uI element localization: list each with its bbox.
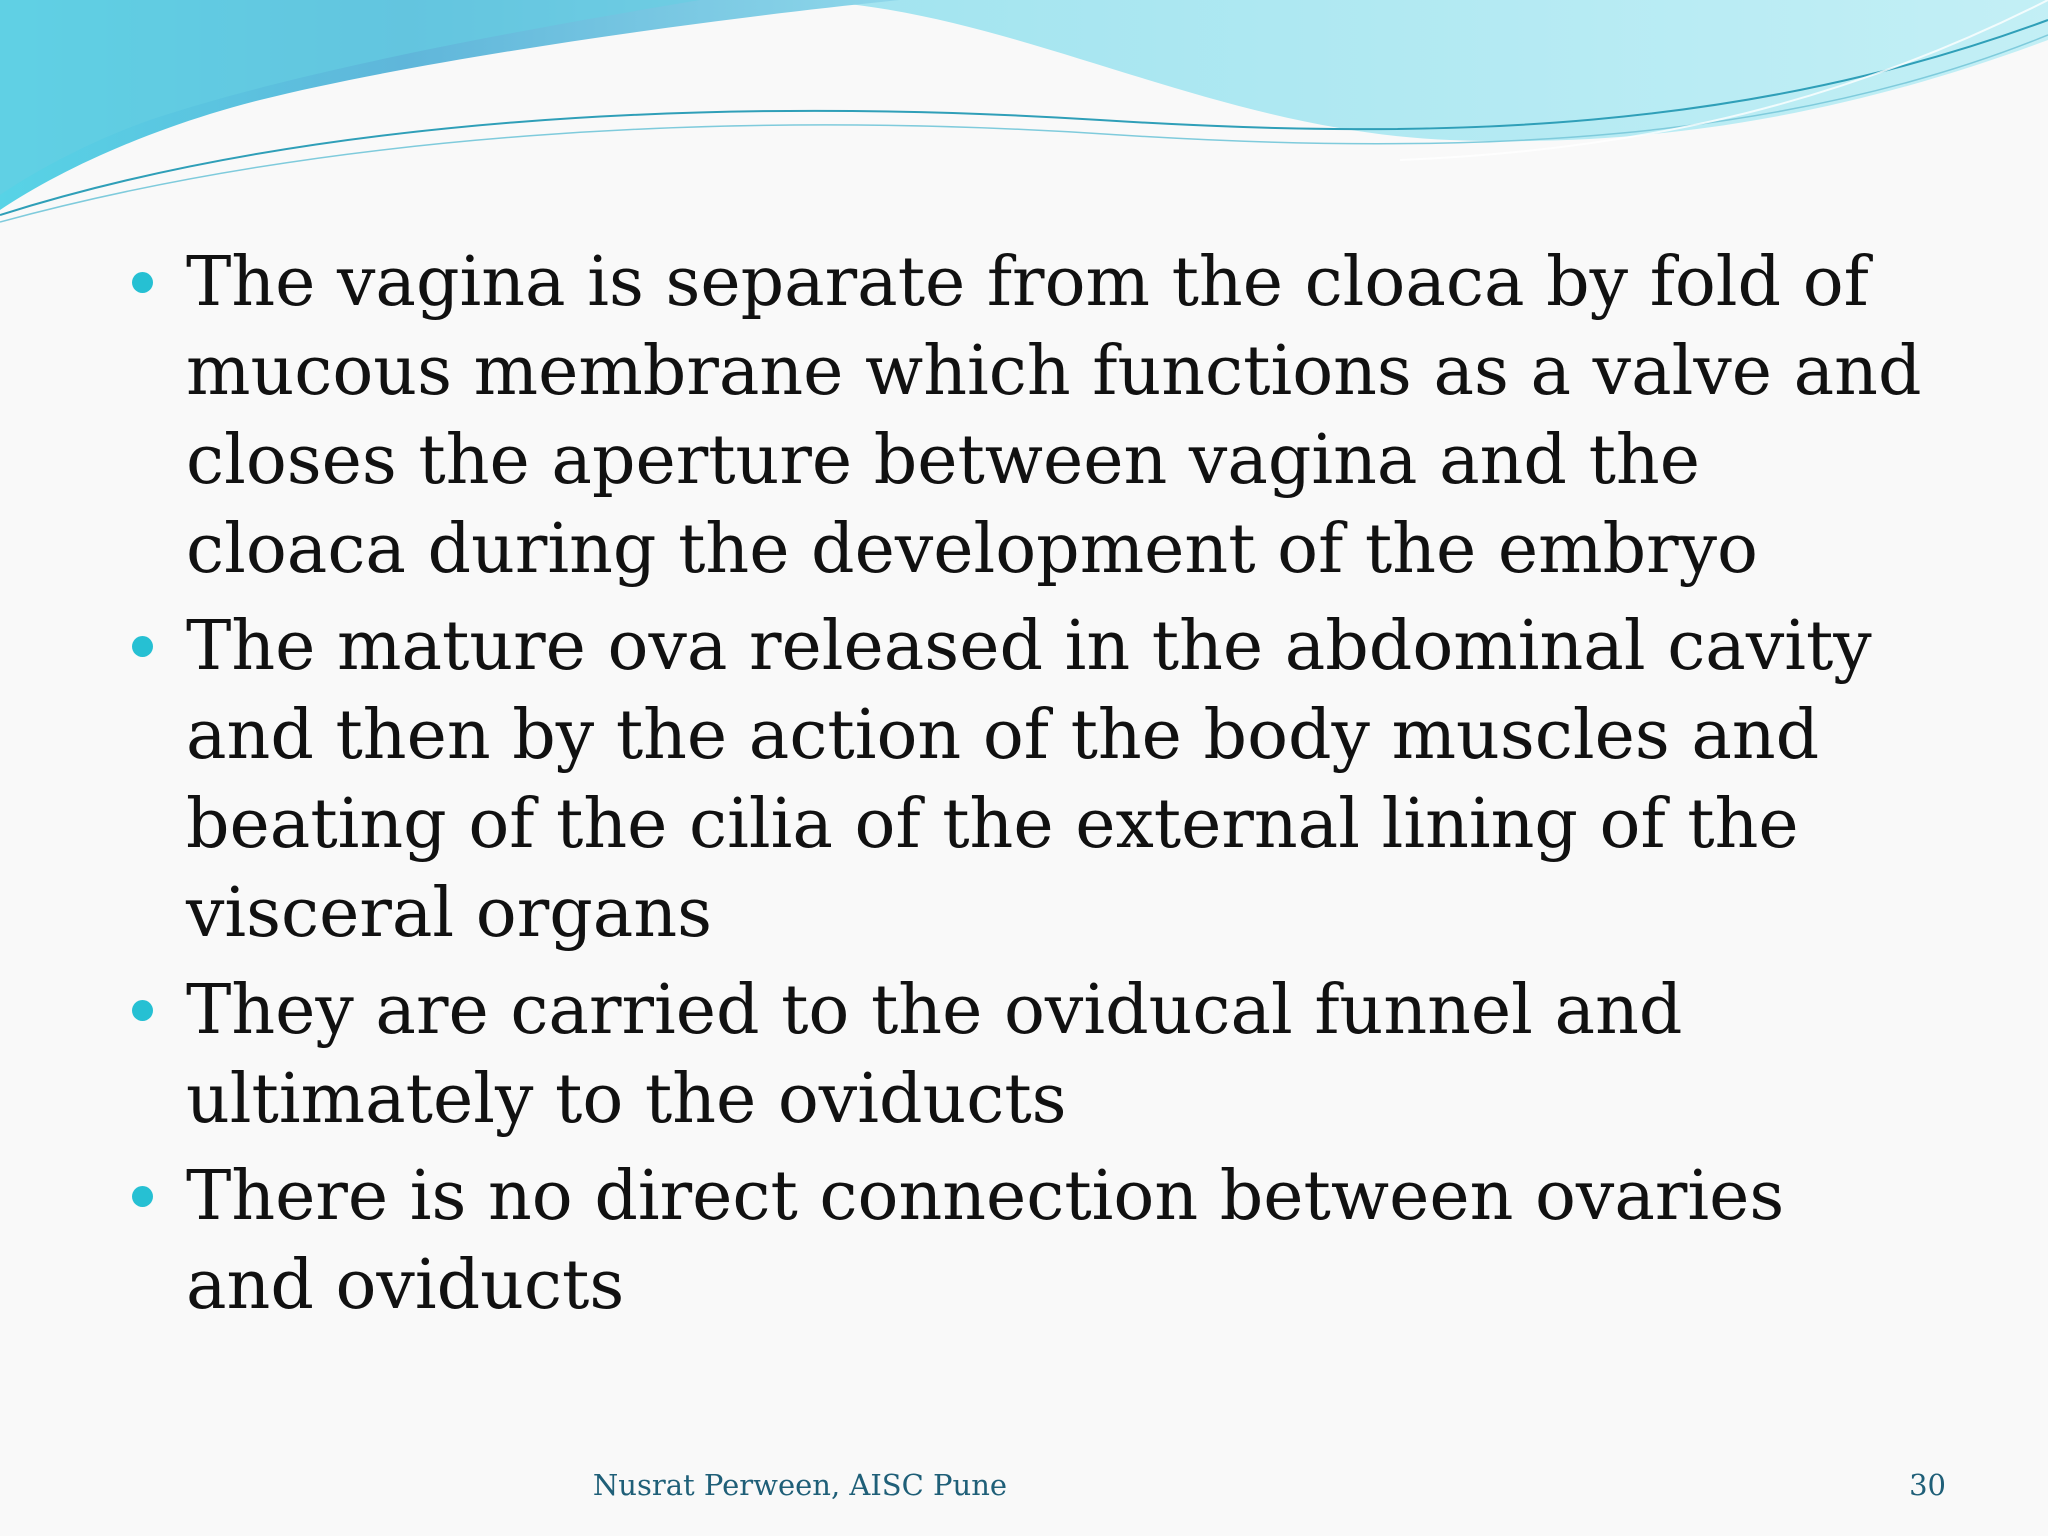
bullet-text: There is no direct connection between ovaries and oviducts [186, 1157, 1785, 1325]
bullet-dot-icon [132, 636, 153, 657]
bullet-text: They are carried to the oviducal funnel and ultimately to the oviducts [186, 971, 1683, 1139]
bullet-dot-icon [132, 272, 153, 293]
bullet-dot-icon [132, 1186, 153, 1207]
header-wave-decoration [0, 0, 2048, 240]
slide-footer: Nusrat Perween, AISC Pune [592, 1468, 1008, 1502]
bullet-item [130, 966, 1930, 1144]
bullet-text: The vagina is separate from the cloaca by fold of mucous membrane which functions as a valve and closes the aperture between vagina and the cloaca during the development of the embryo [186, 243, 1922, 589]
bullet-item [130, 238, 1930, 594]
bullet-item [130, 602, 1930, 958]
bullet-item [130, 1152, 1930, 1330]
bullet-dot-icon [132, 1000, 153, 1021]
slide-number: 30 [1909, 1468, 1946, 1502]
bullet-list [130, 238, 1930, 1338]
bullet-text: The mature ova released in the abdominal cavity and then by the action of the body muscles and beating of the cilia of the external lining of the visceral organs [186, 607, 1872, 953]
